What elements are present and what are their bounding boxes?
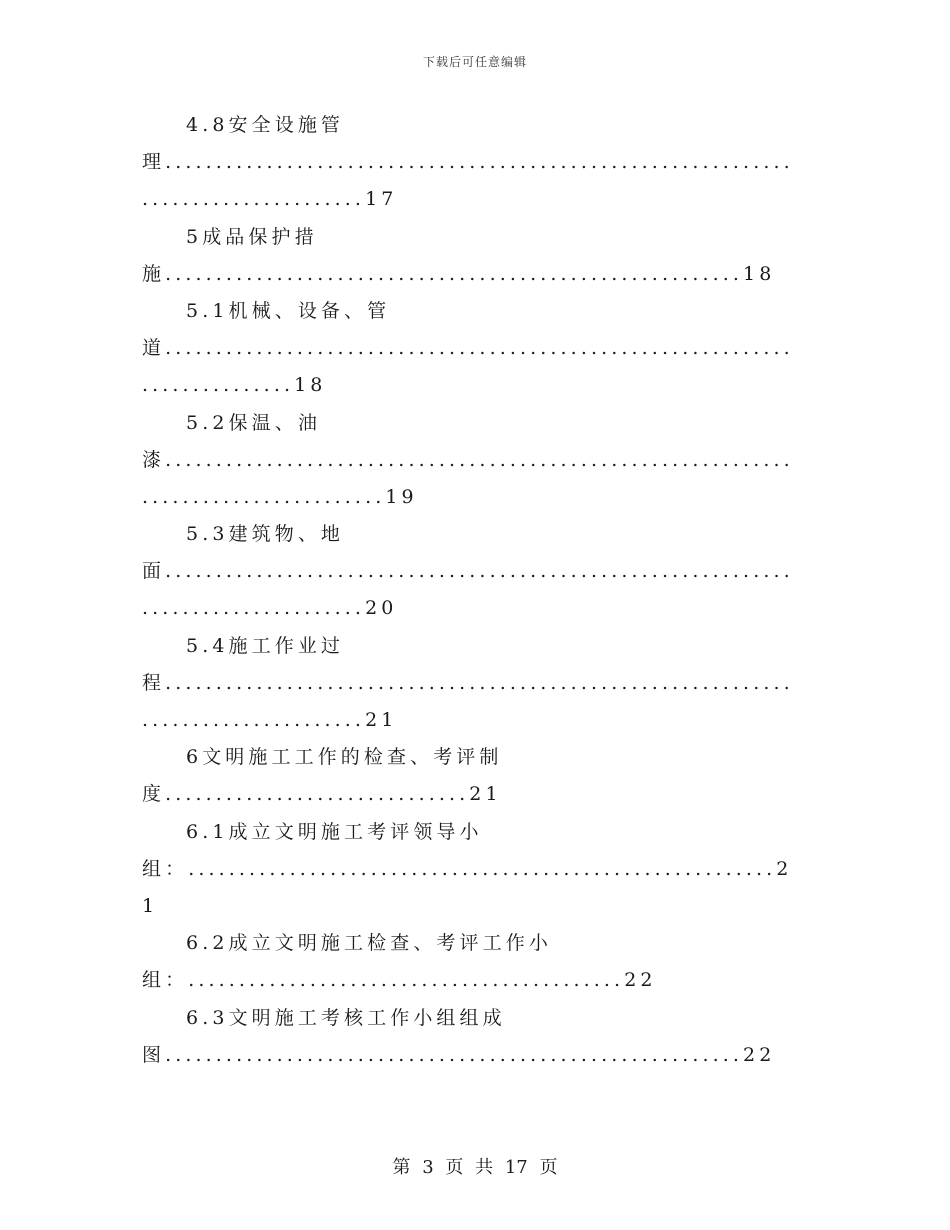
- toc-entry-5-4-page: ......................21: [142, 709, 398, 731]
- toc-entry-5-3-page: ......................20: [142, 597, 398, 620]
- toc-entry-4-8-title: 4.8安全设施管: [186, 114, 345, 136]
- toc-entry-5-2-page: ........................19: [142, 485, 418, 508]
- toc-entry-5-1-title: 5.1机械、设备、管: [186, 299, 391, 322]
- toc-entry-6-1-leader: 组：..........................................................2: [142, 857, 793, 880]
- toc-entry-4-8-leader: 理..............................................................: [142, 151, 794, 174]
- toc-entry-5-4-title: 5.4施工作业过: [186, 634, 345, 657]
- toc-entry-5-1-page: ...............18: [142, 374, 327, 397]
- toc-entry-6-title: 6文明施工工作的检查、考评制: [186, 746, 503, 769]
- toc-entry-6-2-leader: 组：...........................................22: [142, 969, 657, 992]
- page-footer: 第 3 页 共 17 页: [392, 1157, 558, 1178]
- toc-entry-6-3-title: 6.3文明施工考核工作小组组成: [186, 1006, 506, 1029]
- toc-entry-6-leader: 度..............................21: [142, 783, 502, 806]
- toc-entry-5-title: 5成品保护措: [186, 225, 318, 248]
- toc-entry-6-2-title: 6.2成立文明施工检查、考评工作小: [186, 932, 552, 955]
- toc-entry-5-3-leader: 面..............................................................: [142, 560, 794, 583]
- toc-entry-5-1-leader: 道..............................................................: [142, 337, 794, 360]
- toc-entry-4-8-page: ......................17: [142, 188, 398, 211]
- toc-entry-5-leader: 施.........................................................18: [142, 262, 776, 285]
- toc-entry-5-3-title: 5.3建筑物、地: [186, 523, 345, 546]
- toc-entry-5-2-title: 5.2保温、油: [186, 411, 321, 434]
- table-of-contents: [142, 107, 812, 1074]
- toc-entry-6-1-page: 1: [142, 894, 159, 917]
- toc-entry-6-1-title: 6.1成立文明施工考评领导小: [186, 820, 483, 843]
- page-header: 下载后可任意编辑: [422, 55, 527, 69]
- toc-entry-5-2-leader: 漆..............................................................: [142, 448, 794, 471]
- toc-entry-6-3-leader: 图.........................................................22: [142, 1043, 776, 1066]
- toc-entry-5-4-leader: 程..............................................................: [142, 671, 794, 694]
